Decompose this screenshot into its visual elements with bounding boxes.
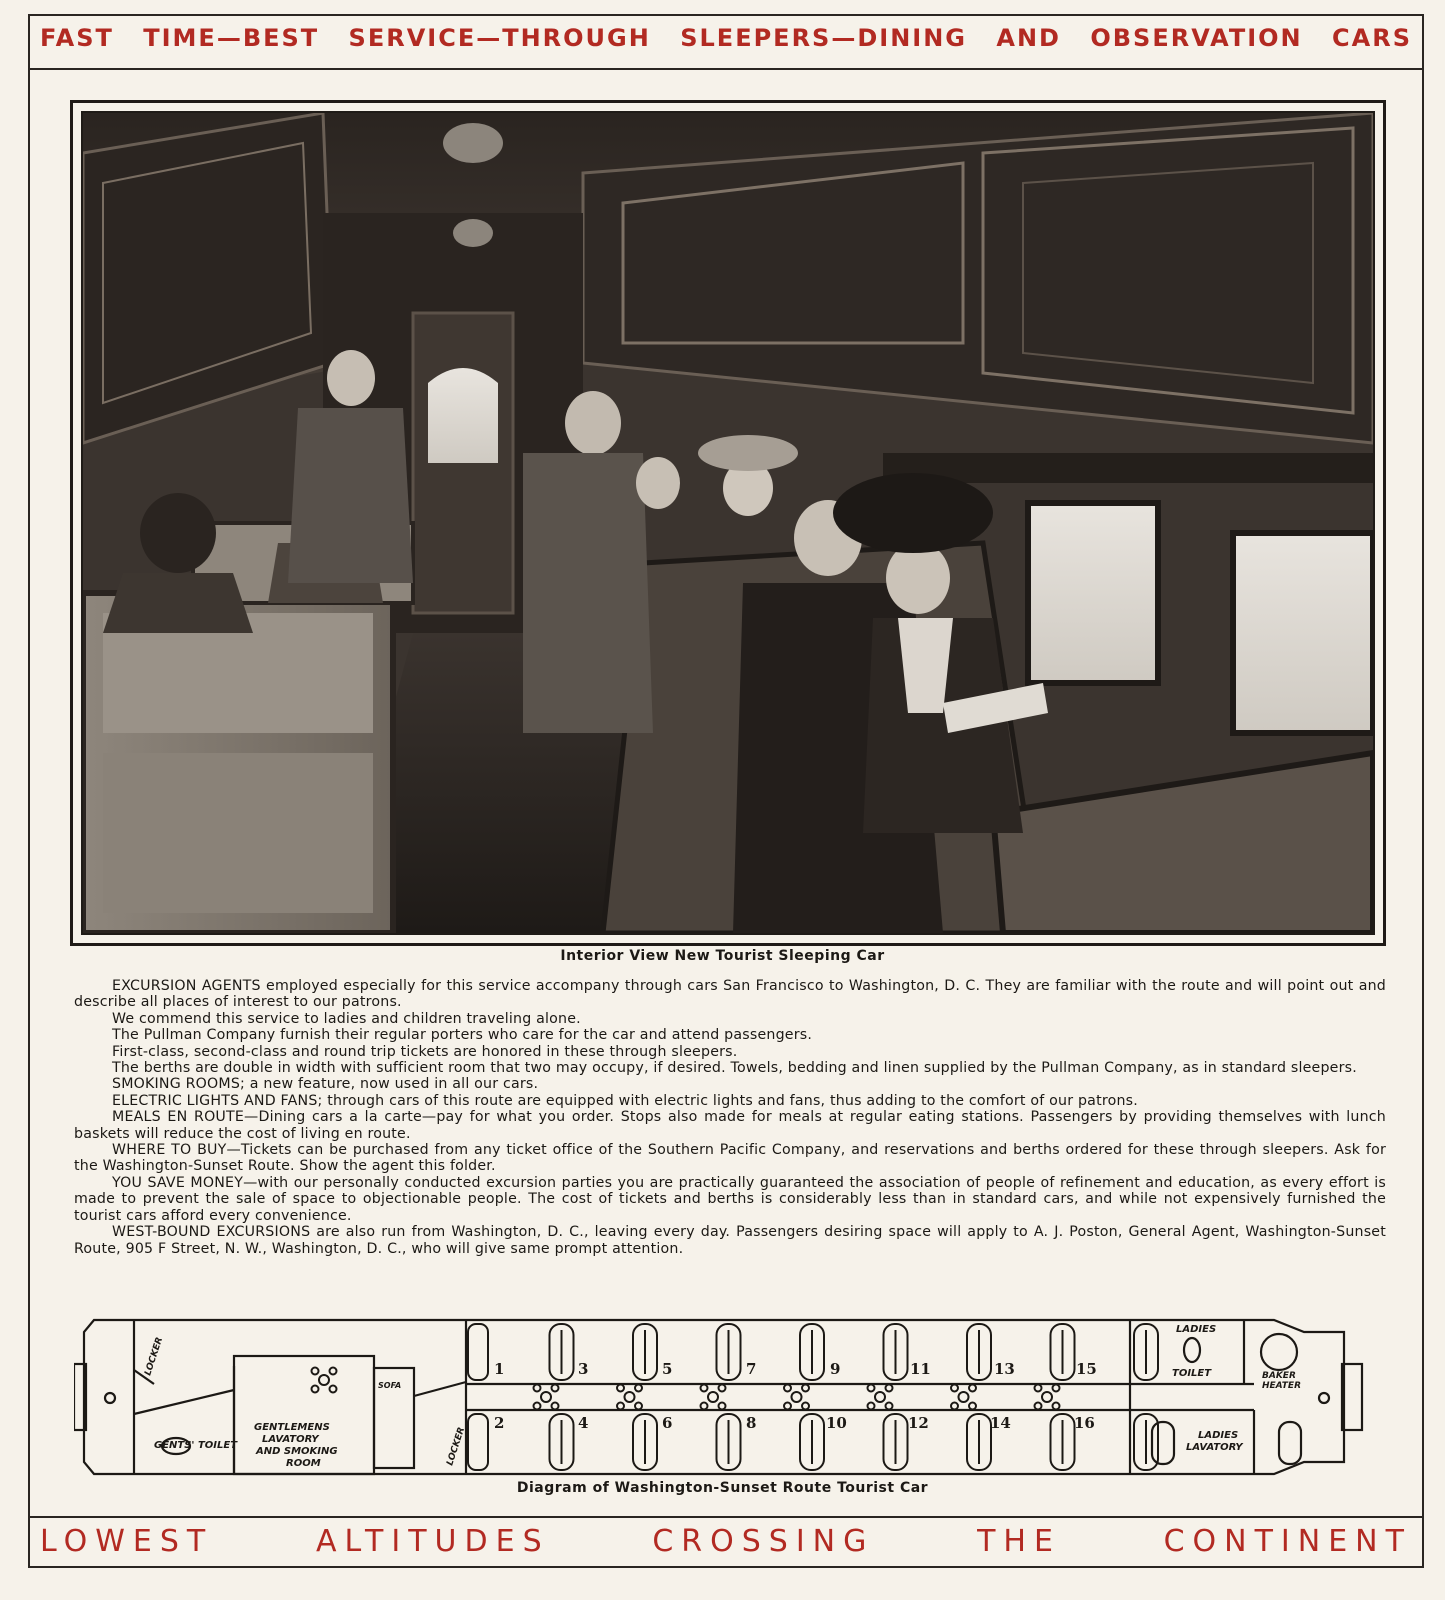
bottom-banner (40, 1524, 1412, 1559)
paragraph: We commend this service to ladies and children traveling alone. (112, 1010, 581, 1027)
berth-seat (468, 1324, 488, 1380)
paragraph: YOU SAVE MONEY—with our personally conducted excursion parties you are practically guaranteed the association of people of refinement and education, as every effort is made to prevent the sale of space to objectionable people. The cost of tickets and berths is considerably less than in standard cars, and while not expensively furnished the tourist cars afford every convenience. (74, 1174, 1386, 1224)
bottom-banner-word: LOWEST (40, 1524, 214, 1559)
bottom-banner-word: CONTINENT (1163, 1524, 1412, 1559)
top-banner-word: AND (996, 24, 1061, 52)
paragraph: WHERE TO BUY—Tickets can be purchased from any ticket office of the Southern Pacific Company, and reservations and berths ordered for these through sleepers. Ask for the Washington-Sunset Route. Show the agent this folder. (74, 1142, 1386, 1175)
locker-top-label: LOCKER (143, 1336, 166, 1377)
paragraph: First-class, second-class and round trip tickets are honored in these through sleepers. (112, 1043, 738, 1060)
toilet-label: TOILET (1172, 1368, 1212, 1379)
smoking-chair (312, 1368, 319, 1375)
gentlemens-lavatory-label: LAVATORY (262, 1434, 319, 1445)
body-text (74, 978, 1386, 1257)
berth-number: 13 (994, 1360, 1015, 1378)
table-leg (784, 1385, 791, 1392)
table-leg (802, 1385, 809, 1392)
photo-image (81, 111, 1375, 935)
ladies-toilet-bowl (1184, 1338, 1200, 1362)
table-leg (969, 1403, 976, 1410)
top-banner-word: OBSERVATION (1090, 24, 1303, 52)
table-leg (534, 1385, 541, 1392)
smoking-table (319, 1375, 329, 1385)
table-leg (534, 1403, 541, 1410)
paragraph: ELECTRIC LIGHTS AND FANS; through cars of this route are equipped with electric lights and fans, thus adding to the comfort of our patrons. (112, 1092, 1138, 1109)
gentlemens-lavatory-label: ROOM (286, 1458, 321, 1469)
baker-heater-stove (1261, 1334, 1297, 1370)
paragraph: EXCURSION AGENTS employed especially for this service accompany through cars San Francisco to Washington, D. C. They are familiar with the route and will point out and describe all places of interest to our patrons. (74, 978, 1386, 1011)
table-leg (969, 1385, 976, 1392)
table-leg (1035, 1385, 1042, 1392)
table-leg (886, 1403, 893, 1410)
table-leg (1053, 1403, 1060, 1410)
table-leg (719, 1403, 726, 1410)
ladies-basin (1152, 1422, 1174, 1464)
berth-number: 10 (826, 1414, 847, 1432)
bottom-banner-word: ALTITUDES (315, 1524, 550, 1559)
smoking-chair (312, 1386, 319, 1393)
smoking-chair (330, 1386, 337, 1393)
ladies-basin (1279, 1422, 1301, 1464)
paragraph: MEALS EN ROUTE—Dining cars a la carte—pay for what you order. Stops also made for meals at regular eating stations. Passengers by providing themselves with lunch baskets will reduce the cost of living en route. (74, 1109, 1386, 1142)
photo-caption: Interior View New Tourist Sleeping Car (560, 948, 885, 964)
top-banner (40, 24, 1412, 52)
gentlemens-lavatory-label: GENTLEMENS (254, 1422, 330, 1433)
berth-number: 9 (830, 1360, 841, 1378)
paragraph: The Pullman Company furnish their regular porters who care for the car and attend passengers. (112, 1027, 813, 1044)
ladies-label: LADIES (1176, 1324, 1217, 1335)
gentlemens-lavatory-label: AND SMOKING (256, 1446, 338, 1457)
gents-toilet-label: GENTS' TOILET (154, 1440, 238, 1451)
berth-number: 16 (1074, 1414, 1095, 1432)
paragraph: SMOKING ROOMS; a new feature, now used in all our cars. (112, 1076, 539, 1093)
sleeping-car-photo (70, 100, 1386, 946)
end-porthole (105, 1393, 115, 1403)
berth-number: 1 (494, 1360, 505, 1378)
bottom-banner-word: THE (977, 1524, 1061, 1559)
top-banner-word: SERVICE—THROUGH (348, 24, 651, 52)
table (875, 1392, 885, 1402)
top-banner-word: TIME—BEST (143, 24, 320, 52)
tourist-car-diagram (74, 1312, 1374, 1482)
berth-number: 14 (990, 1414, 1011, 1432)
berth-number: 5 (662, 1360, 673, 1378)
baker-heater-label: BAKER (1262, 1371, 1296, 1381)
locker-wall (414, 1382, 466, 1396)
table-leg (951, 1385, 958, 1392)
table-leg (1035, 1403, 1042, 1410)
paragraph: WEST-BOUND EXCURSIONS are also run from Washington, D. C., leaving every day. Passengers desiring space will apply to A. J. Poston, General Agent, Washington-Sunset Route, 905 F Street, N. W., Washington, D. C., who will give same prompt attention. (74, 1224, 1386, 1257)
table-leg (552, 1403, 559, 1410)
smoking-chair (330, 1368, 337, 1375)
table-leg (701, 1385, 708, 1392)
table-leg (617, 1403, 624, 1410)
berth-number: 4 (578, 1414, 589, 1432)
end-porthole (1319, 1393, 1329, 1403)
table-leg (886, 1385, 893, 1392)
ladies-lavatory-label: LADIES (1198, 1430, 1239, 1441)
berth-number: 7 (746, 1360, 757, 1378)
sofa-label: SOFA (378, 1381, 402, 1390)
locker-bottom-label: LOCKER (445, 1426, 468, 1467)
photo-illustration (83, 113, 1373, 933)
table-leg (868, 1403, 875, 1410)
berth-number: 8 (746, 1414, 757, 1432)
header-rule (28, 68, 1424, 70)
table-leg (1053, 1385, 1060, 1392)
top-banner-word: CARS (1332, 24, 1412, 52)
berths-bottom-row (468, 1414, 1158, 1470)
top-banner-word: FAST (40, 24, 114, 52)
paragraph: The berths are double in width with sufficient room that two may occupy, if desired. Towels, bedding and linen supplied by the Pullman Company, as in standard sleepers. (112, 1060, 1357, 1077)
table (959, 1392, 969, 1402)
berth-number: 15 (1076, 1360, 1097, 1378)
table (1042, 1392, 1052, 1402)
berth-numbers-bottom (494, 1414, 1095, 1432)
berth-number: 3 (578, 1360, 589, 1378)
bottom-banner-word: CROSSING (652, 1524, 875, 1559)
table-leg (951, 1403, 958, 1410)
table-leg (784, 1403, 791, 1410)
table (708, 1392, 718, 1402)
berth-seat (468, 1414, 488, 1470)
berth-number: 6 (662, 1414, 673, 1432)
table-leg (635, 1385, 642, 1392)
table-leg (635, 1403, 642, 1410)
berth-number: 2 (494, 1414, 505, 1432)
berth-number: 12 (908, 1414, 929, 1432)
table (625, 1392, 635, 1402)
footer-rule (28, 1516, 1424, 1518)
gents-toilet-wall (134, 1390, 234, 1414)
table-leg (701, 1403, 708, 1410)
ladies-lavatory-label: LAVATORY (1186, 1442, 1243, 1453)
table-leg (617, 1385, 624, 1392)
berth-numbers-top (494, 1360, 1097, 1378)
berths-top-row (468, 1324, 1158, 1380)
table (792, 1392, 802, 1402)
table-leg (719, 1385, 726, 1392)
berth-number: 11 (910, 1360, 931, 1378)
diagram-caption: Diagram of Washington-Sunset Route Tourist Car (516, 1480, 929, 1496)
top-banner-word: SLEEPERS—DINING (680, 24, 967, 52)
table-leg (802, 1403, 809, 1410)
baker-heater-label: HEATER (1262, 1381, 1302, 1391)
table-row (312, 1368, 1060, 1410)
table-leg (552, 1385, 559, 1392)
table (541, 1392, 551, 1402)
table-leg (868, 1385, 875, 1392)
